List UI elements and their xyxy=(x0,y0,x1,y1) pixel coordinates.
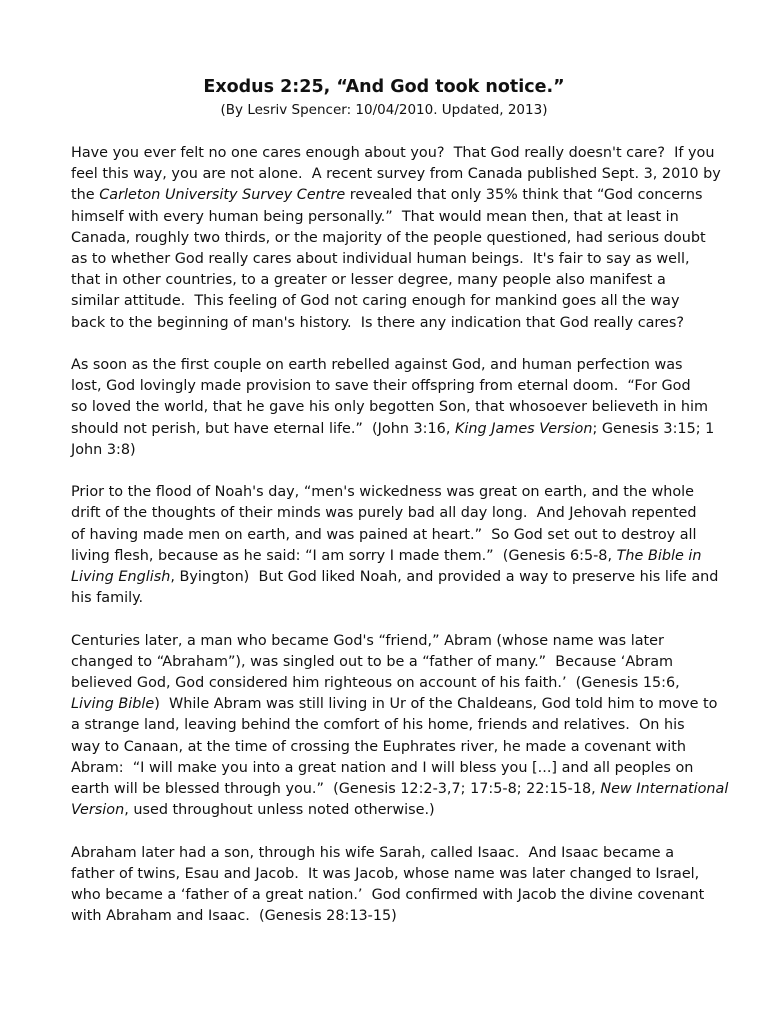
text-line xyxy=(71,228,706,249)
text-line xyxy=(71,482,701,503)
text-segment: Centuries later, a man who became God's “friend,” Abram (whose name was later xyxy=(71,632,664,649)
text-line xyxy=(71,143,715,164)
text-segment: so loved the world, that he gave his only begotten Son, that whosoever believeth in him xyxy=(71,399,709,416)
text-line xyxy=(71,376,701,397)
text-segment: father of twins, Esau and Jacob. It was Jacob, whose name was later changed to Israel, xyxy=(71,865,700,882)
text-line xyxy=(71,291,701,312)
text-line xyxy=(71,567,719,588)
paragraph xyxy=(71,355,715,461)
text-line xyxy=(71,631,701,652)
paragraph xyxy=(71,143,721,334)
text-segment: Abraham later had a son, through his wife Sarah, called Isaac. And Isaac became a xyxy=(71,844,675,861)
text-segment: As soon as the first couple on earth rebelled against God, and human perfection was xyxy=(71,357,683,374)
text-segment: who became a ‘father of a great nation.’ God confirmed with Jacob the divine covenant xyxy=(71,887,705,904)
text-segment: revealed that only 35% think that “God concerns xyxy=(345,187,703,204)
text-line xyxy=(71,525,701,546)
text-segment: lost, God lovingly made provision to save their offspring from eternal doom. “For God xyxy=(71,378,691,395)
text-segment: ; Genesis 3:15; 1 xyxy=(592,420,715,437)
text-line xyxy=(71,588,701,609)
text-segment: as to whether God really cares about individual human beings. It's fair to say as well, xyxy=(71,251,690,268)
text-segment: his family. xyxy=(71,590,144,607)
text-line xyxy=(71,546,701,567)
text-segment: with Abraham and Isaac. (Genesis 28:13-15) xyxy=(71,908,397,925)
text-segment: himself with every human being personally.” That would mean then, that at least in xyxy=(71,208,679,225)
text-line xyxy=(71,906,701,927)
text-segment: living flesh, because as he said: “I am sorry I made them.” (Genesis 6:5-8, xyxy=(71,547,617,564)
text-segment: that in other countries, to a greater or lesser degree, many people also manifest a xyxy=(71,272,666,289)
document-byline: (By Lesriv Spencer: 10/04/2010. Updated, 2013) xyxy=(220,102,548,118)
text-segment: Prior to the flood of Noah's day, “men's wickedness was great on earth, and the whole xyxy=(71,484,695,501)
italic-text: King James Version xyxy=(454,420,593,437)
paragraph xyxy=(71,482,719,609)
text-line xyxy=(71,355,701,376)
text-segment: Abram: “I will make you into a great nation and I will bless you [...] and all peoples on xyxy=(71,759,694,776)
text-line xyxy=(71,207,701,228)
text-line xyxy=(71,164,721,185)
text-line xyxy=(71,800,701,821)
italic-text: Living Bible xyxy=(71,696,155,713)
text-line xyxy=(71,270,701,291)
text-segment: ) While Abram was still living in Ur of the Chaldeans, God told him to move to xyxy=(154,696,718,713)
text-segment: back to the beginning of man's history. Is there any indication that God really cares? xyxy=(71,314,685,331)
text-line xyxy=(71,503,701,524)
text-segment: the xyxy=(71,187,100,204)
paragraph xyxy=(71,843,705,928)
text-line xyxy=(71,843,701,864)
text-segment: feel this way, you are not alone. A recent survey from Canada published Sept. 3, 2010 by xyxy=(71,166,721,183)
text-line xyxy=(71,737,701,758)
text-segment: drift of the thoughts of their minds was purely bad all day long. And Jehovah repented xyxy=(71,505,697,522)
text-line xyxy=(71,185,701,206)
text-line xyxy=(71,440,701,461)
text-segment: should not perish, but have eternal life.” (John 3:16, xyxy=(71,420,455,437)
text-segment: , Byington) But God liked Noah, and provided a way to preserve his life and xyxy=(170,569,719,586)
text-segment: similar attitude. This feeling of God not caring enough for mankind goes all the way xyxy=(71,293,680,310)
text-segment: changed to “Abraham”), was singled out to be a “father of many.” Because ‘Abram xyxy=(71,653,674,670)
text-line xyxy=(71,419,715,440)
text-segment: a strange land, leaving behind the comfort of his home, friends and relatives. On his xyxy=(71,717,685,734)
text-segment: Canada, roughly two thirds, or the majority of the people questioned, had serious doubt xyxy=(71,229,706,246)
document-body xyxy=(71,143,729,927)
italic-text: New International xyxy=(600,781,729,798)
italic-text: Carleton University Survey Centre xyxy=(99,187,346,204)
text-line xyxy=(71,715,701,736)
text-segment: of having made men on earth, and was pained at heart.” So God set out to destroy all xyxy=(71,526,697,543)
text-line xyxy=(71,652,701,673)
text-line xyxy=(71,864,701,885)
document-title: Exodus 2:25, “And God took notice.” xyxy=(203,77,565,97)
text-line xyxy=(71,397,709,418)
italic-text: Version xyxy=(71,802,125,819)
text-segment: John 3:8) xyxy=(71,441,136,458)
text-segment: way to Canaan, at the time of crossing the Euphrates river, he made a covenant with xyxy=(71,738,687,755)
text-segment: , used throughout unless noted otherwise.) xyxy=(124,802,435,819)
text-line xyxy=(71,779,729,800)
text-line xyxy=(71,885,705,906)
text-segment: Have you ever felt no one cares enough about you? That God really doesn't care? If you xyxy=(71,145,715,161)
text-segment: believed God, God considered him righteous on account of his faith.’ (Genesis 15:6, xyxy=(71,675,680,692)
text-segment: earth will be blessed through you.” (Genesis 12:2-3,7; 17:5-8; 22:15-18, xyxy=(71,781,601,798)
italic-text: The Bible in xyxy=(616,547,702,564)
text-line xyxy=(71,758,701,779)
text-line xyxy=(71,694,718,715)
text-line xyxy=(71,249,701,270)
italic-text: Living English xyxy=(71,569,171,586)
text-line xyxy=(71,673,701,694)
text-line xyxy=(71,313,701,334)
paragraph xyxy=(71,631,729,822)
